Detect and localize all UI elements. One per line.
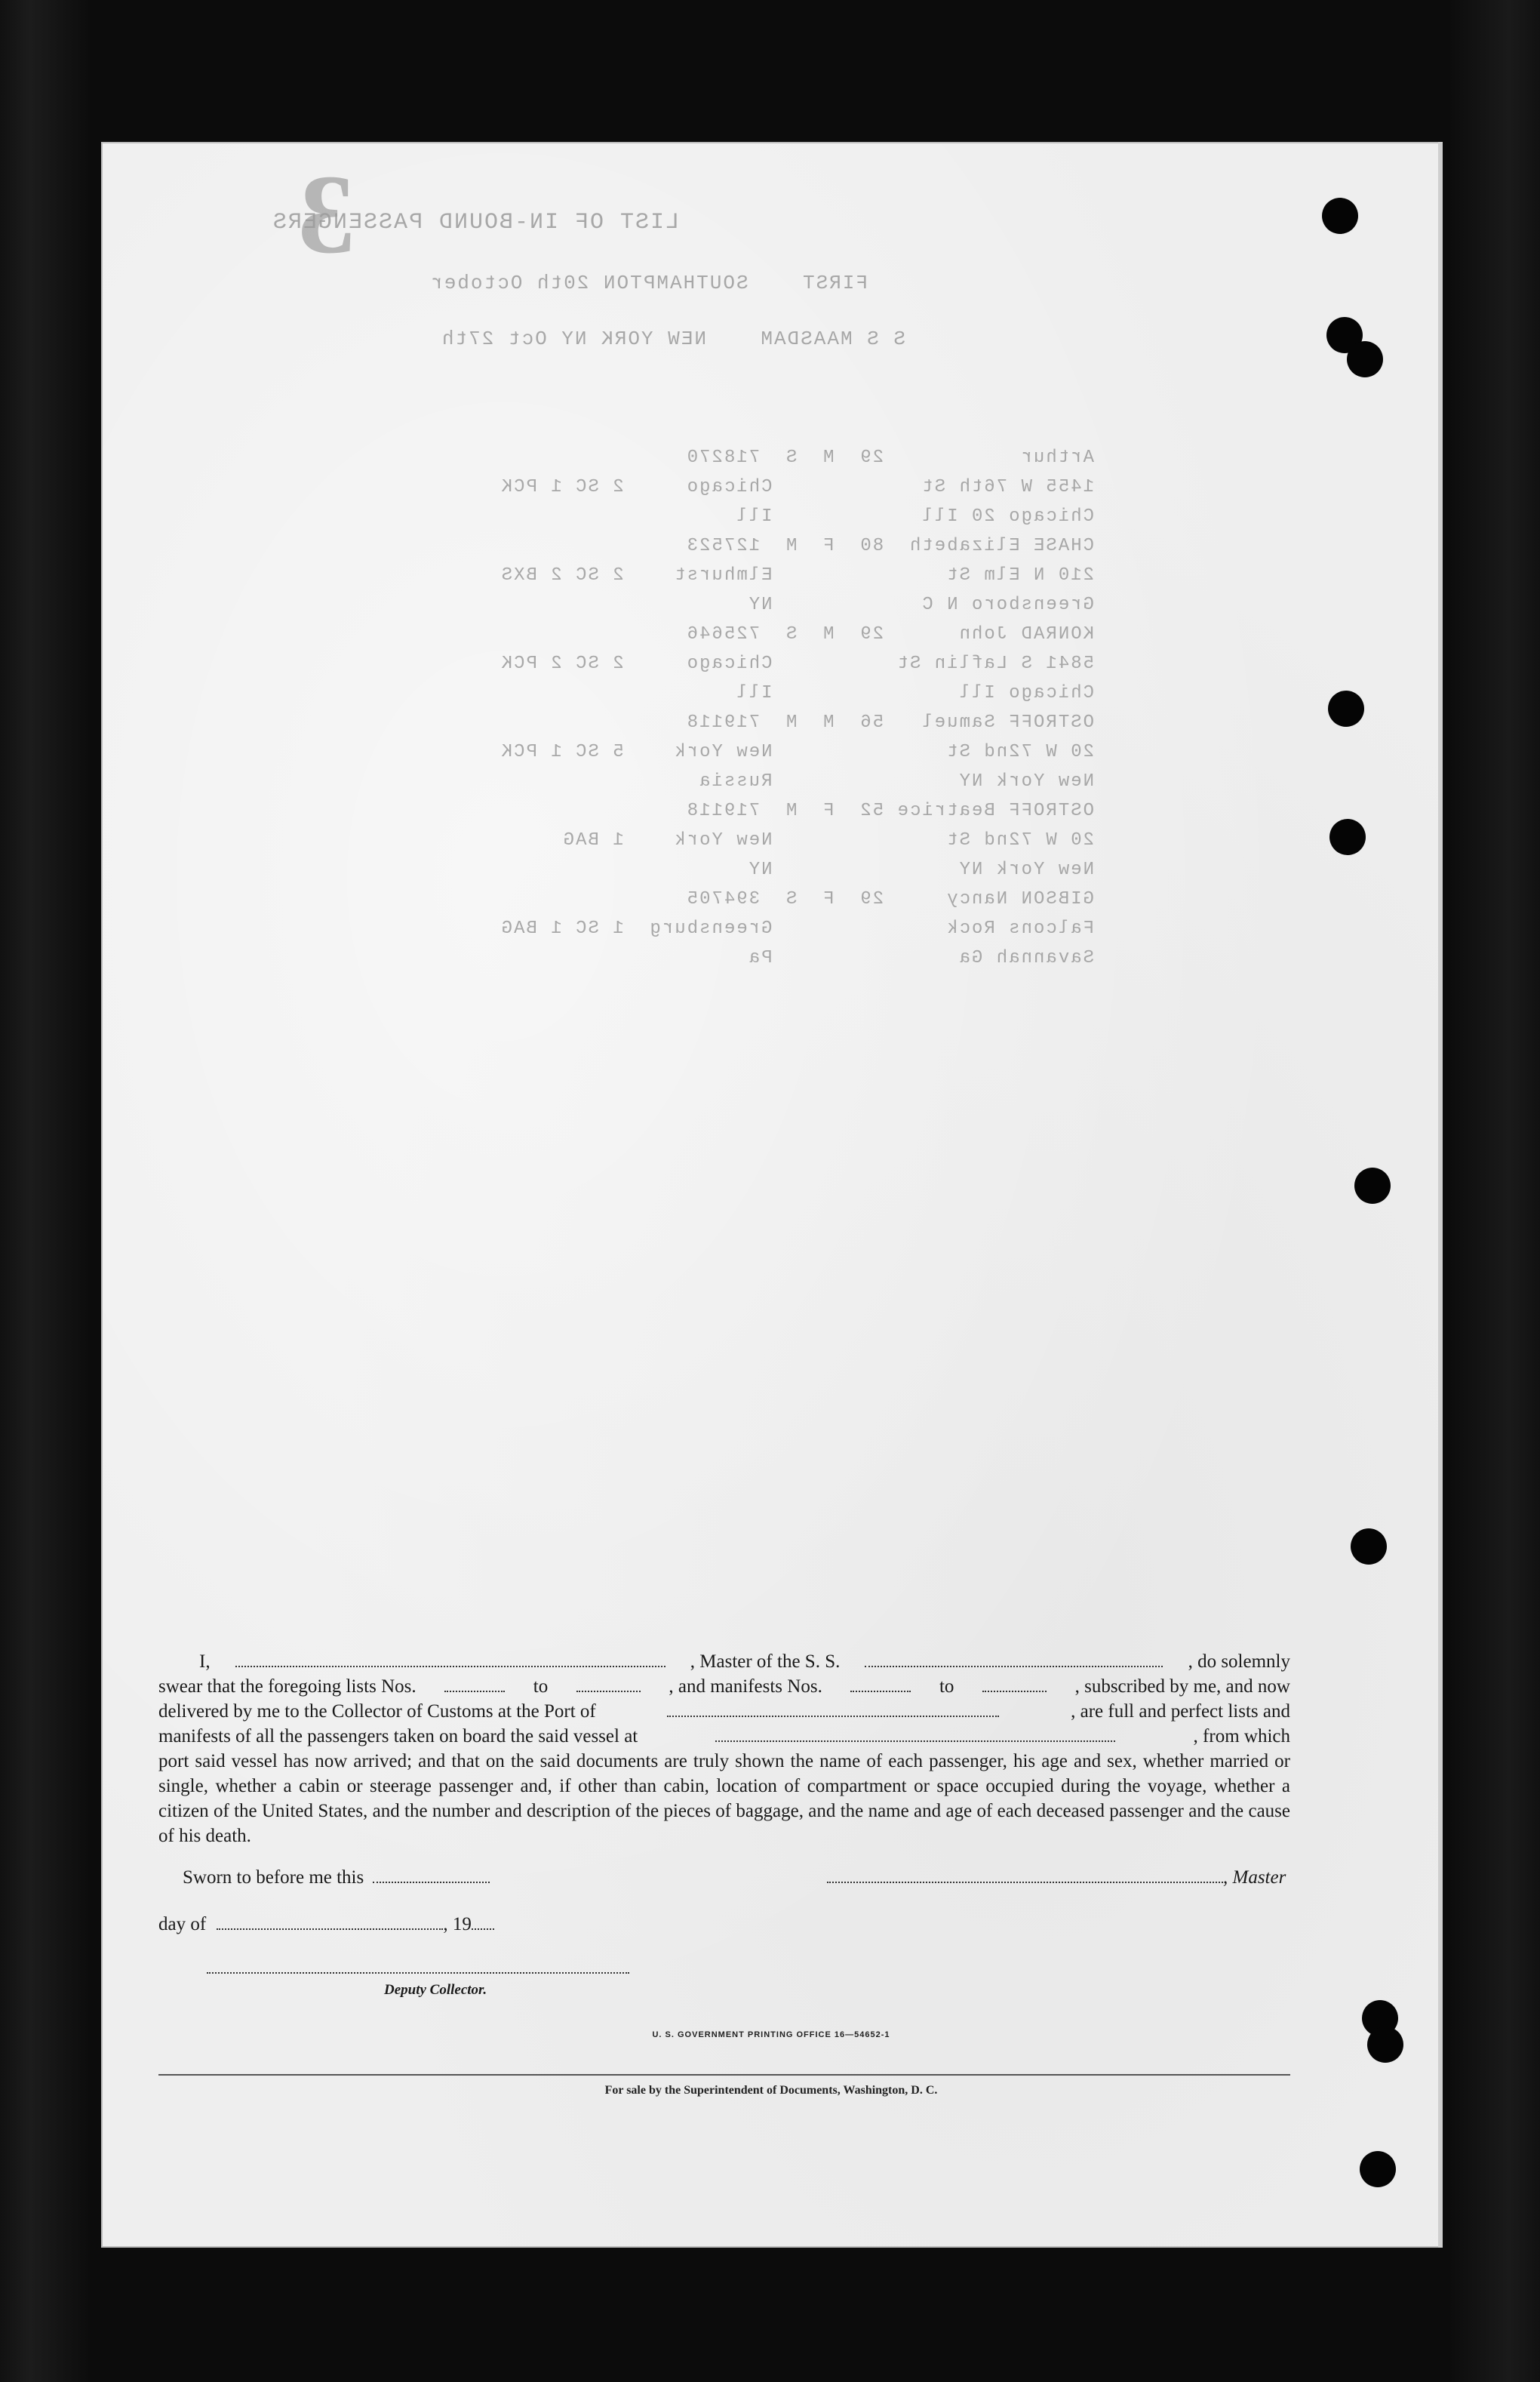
bleed-row: GIBSON Nancy 29 F S 394705: [685, 889, 1094, 909]
punch-hole: [1354, 1168, 1391, 1204]
punch-hole: [1328, 691, 1364, 727]
master-signature-blank[interactable]: [827, 1865, 1223, 1883]
sworn-line: [183, 1865, 490, 1888]
oath-body: port said vessel has now arrived; and that on the said documents are truly shown the name of each passenger, his age and sex, whether married or single, whether a cabin or steerage passenger and, if other than cabin, location of compartment or space occupied during the voyage, whether a citizen of the United States, and the number and description of the pieces of baggage, and the name and age of each deceased passenger and the cause of his death.: [158, 1751, 1290, 1846]
year-blank[interactable]: [472, 1912, 494, 1930]
deputy-signature-line[interactable]: [207, 1972, 629, 1974]
master-name-blank[interactable]: [235, 1649, 665, 1667]
bleed-row: New York NY Russia: [698, 771, 1094, 792]
bleed-row: 20 W 72nd St New York 1 BAG: [561, 830, 1094, 851]
oath-line-1: [158, 1649, 1290, 1674]
footer-rule: [158, 2074, 1290, 2076]
bleed-row: CHASE Elizabeth 80 F M 127523: [685, 536, 1094, 556]
master-label: , Master: [1223, 1867, 1286, 1888]
punch-hole: [1351, 1528, 1387, 1565]
oath-text: I,: [199, 1651, 211, 1672]
oath-line-2: [158, 1674, 1290, 1699]
printing-office-line: U. S. GOVERNMENT PRINTING OFFICE 16—54652-1: [652, 2030, 890, 2039]
oath-text: to: [939, 1676, 954, 1697]
punch-hole: [1360, 2151, 1396, 2187]
ship-name-blank[interactable]: [865, 1649, 1163, 1667]
master-signature: [827, 1865, 1286, 1888]
bleed-row: Chicago Ill Ill: [735, 683, 1094, 703]
oath-text: , are full and perfect lists and: [1071, 1701, 1290, 1722]
deputy-collector-label: Deputy Collector.: [384, 1982, 487, 1998]
oath-line-4: [158, 1724, 1290, 1749]
bleed-row: Arthur 29 M S 718270: [685, 448, 1094, 468]
oath-text: , and manifests Nos.: [669, 1676, 822, 1697]
bleed-row: 210 N Elm St Elmhurst 2 SC 2 BXS: [500, 565, 1094, 586]
bleed-row: OSTROFF Beatrice 52 F M 719118: [685, 801, 1094, 821]
oath-text: , do solemnly: [1188, 1651, 1290, 1672]
bleed-through-text: [101, 142, 1441, 1123]
day-of-line: [158, 1912, 494, 1935]
bleed-row: Chicago 20 Ill Ill: [735, 506, 1094, 527]
oath-text: swear that the foregoing lists Nos.: [158, 1676, 417, 1697]
sworn-label: Sworn to before me this: [183, 1867, 364, 1888]
sworn-date-blank[interactable]: [373, 1865, 490, 1883]
oath-paragraph: [158, 1649, 1290, 1848]
bleed-row: 20 W 72nd St New York 5 SC 1 PCK: [500, 742, 1094, 762]
page-number: 3: [298, 152, 355, 277]
bleed-row: New York NY NY: [747, 860, 1094, 880]
oath-text: delivered by me to the Collector of Customs at the Port of: [158, 1701, 596, 1722]
list-from-blank[interactable]: [444, 1674, 505, 1692]
oath-text: , subscribed by me, and now: [1074, 1676, 1290, 1697]
punch-hole: [1329, 819, 1366, 855]
list-to-blank[interactable]: [576, 1674, 641, 1692]
bleed-row: Greensboro N C NY: [747, 595, 1094, 615]
arrival-line: S S MAASDAM NEW YORK NY Oct 27th: [440, 328, 905, 350]
bleed-row: OSTROFF Samuel 56 M M 719118: [685, 712, 1094, 733]
punch-hole: [1347, 341, 1383, 377]
bleed-row: Falcons Rock Greensburg 1 SC 1 BAG: [500, 919, 1094, 939]
manifest-to-blank[interactable]: [982, 1674, 1047, 1692]
oath-text: , Master of the S. S.: [690, 1651, 841, 1672]
month-blank[interactable]: [217, 1912, 443, 1930]
paper-edge: [1438, 142, 1443, 2248]
year-label: , 19: [443, 1914, 472, 1934]
port-blank[interactable]: [667, 1699, 999, 1717]
oath-text: to: [533, 1676, 549, 1697]
day-of-label: day of: [158, 1914, 207, 1934]
voyage-line: FIRST SOUTHAMPTON 20th October: [429, 272, 868, 294]
oath-text: , from which: [1193, 1726, 1290, 1746]
bleed-row: Savannah Ga Pa: [747, 948, 1094, 968]
bleed-row: 1455 W 76th St Chicago 2 SC 1 PCK: [500, 477, 1094, 497]
sale-notice: For sale by the Superintendent of Documents, Washington, D. C.: [604, 2084, 938, 2097]
manifest-page: [101, 142, 1441, 2248]
departure-port-blank[interactable]: [715, 1724, 1115, 1742]
list-title: LIST OF IN-BOUND PASSENGERS: [271, 210, 679, 235]
manifest-from-blank[interactable]: [850, 1674, 911, 1692]
bleed-row: 5841 S Laflin St Chicago 2 SC 2 PCK: [500, 654, 1094, 674]
punch-hole: [1322, 198, 1358, 234]
oath-text: manifests of all the passengers taken on board the said vessel at: [158, 1726, 638, 1746]
bleed-row: KONRAD John 29 M S 725646: [685, 624, 1094, 645]
punch-hole: [1367, 2027, 1403, 2063]
oath-line-3: [158, 1699, 1290, 1724]
